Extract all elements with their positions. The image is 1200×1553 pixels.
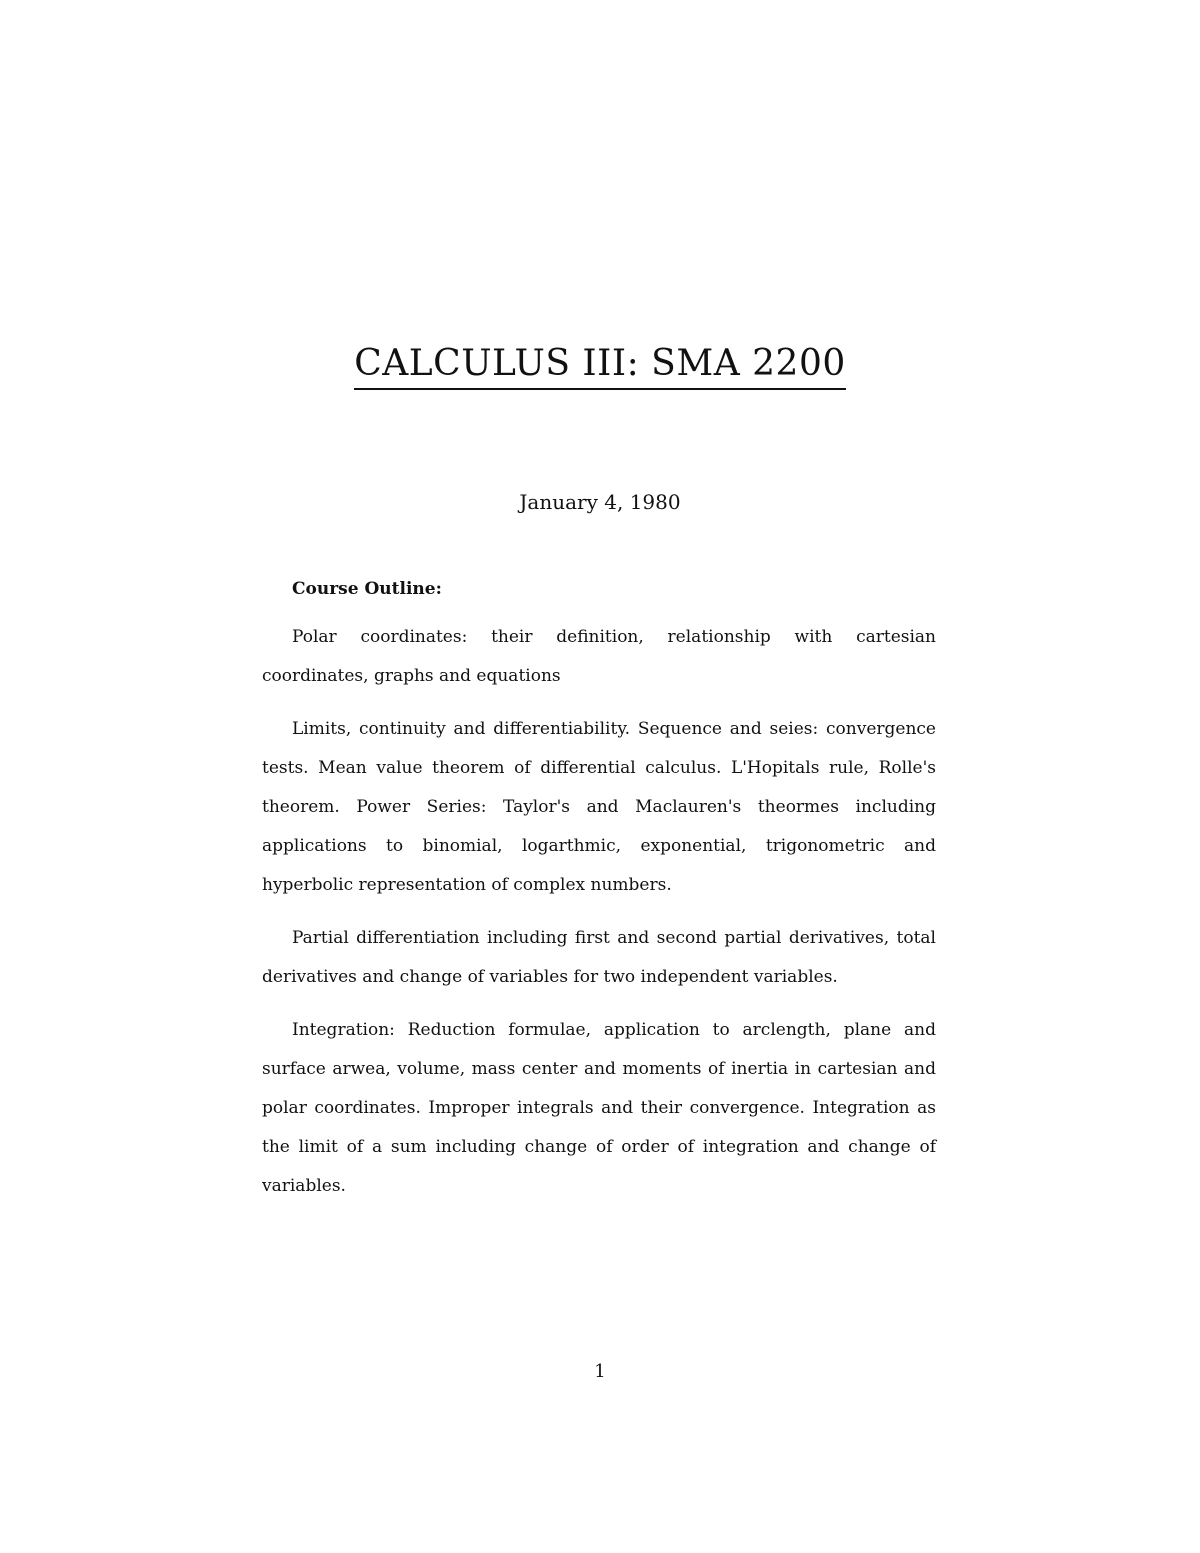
- document-title: CALCULUS III: SMA 2200: [354, 342, 846, 390]
- document-title-block: [0, 342, 1200, 390]
- outline-paragraph-integration: Integration: Reduction formulae, application to arclength, plane and surface arwea, volume, mass center and moments of inertia in cartesian and polar coordinates. Improper integrals and their convergence. Integration as the limit of a sum including change of order of integration and change of variables.: [262, 1020, 936, 1196]
- outline-paragraph-partial: Partial differentiation including first and second partial derivatives, total derivatives and change of variables for two independent variables.: [262, 928, 936, 987]
- course-outline: [262, 574, 936, 1220]
- document-date: January 4, 1980: [519, 490, 681, 514]
- outline-heading: Course Outline:: [292, 579, 442, 599]
- outline-paragraph-polar: Polar coordinates: their definition, relationship with cartesian coordinates, graphs and equations: [262, 627, 936, 686]
- outline-paragraph-limits: Limits, continuity and differentiability. Sequence and seies: convergence tests. Mean value theorem of differential calculus. L'Hopitals rule, Rolle's theorem. Power Series: Taylor's and Maclauren's theormes including applications to binomial, logarthmic, exponential, trigonometric and hyperbolic representation of complex numbers.: [262, 719, 936, 895]
- page-number: 1: [594, 1361, 606, 1382]
